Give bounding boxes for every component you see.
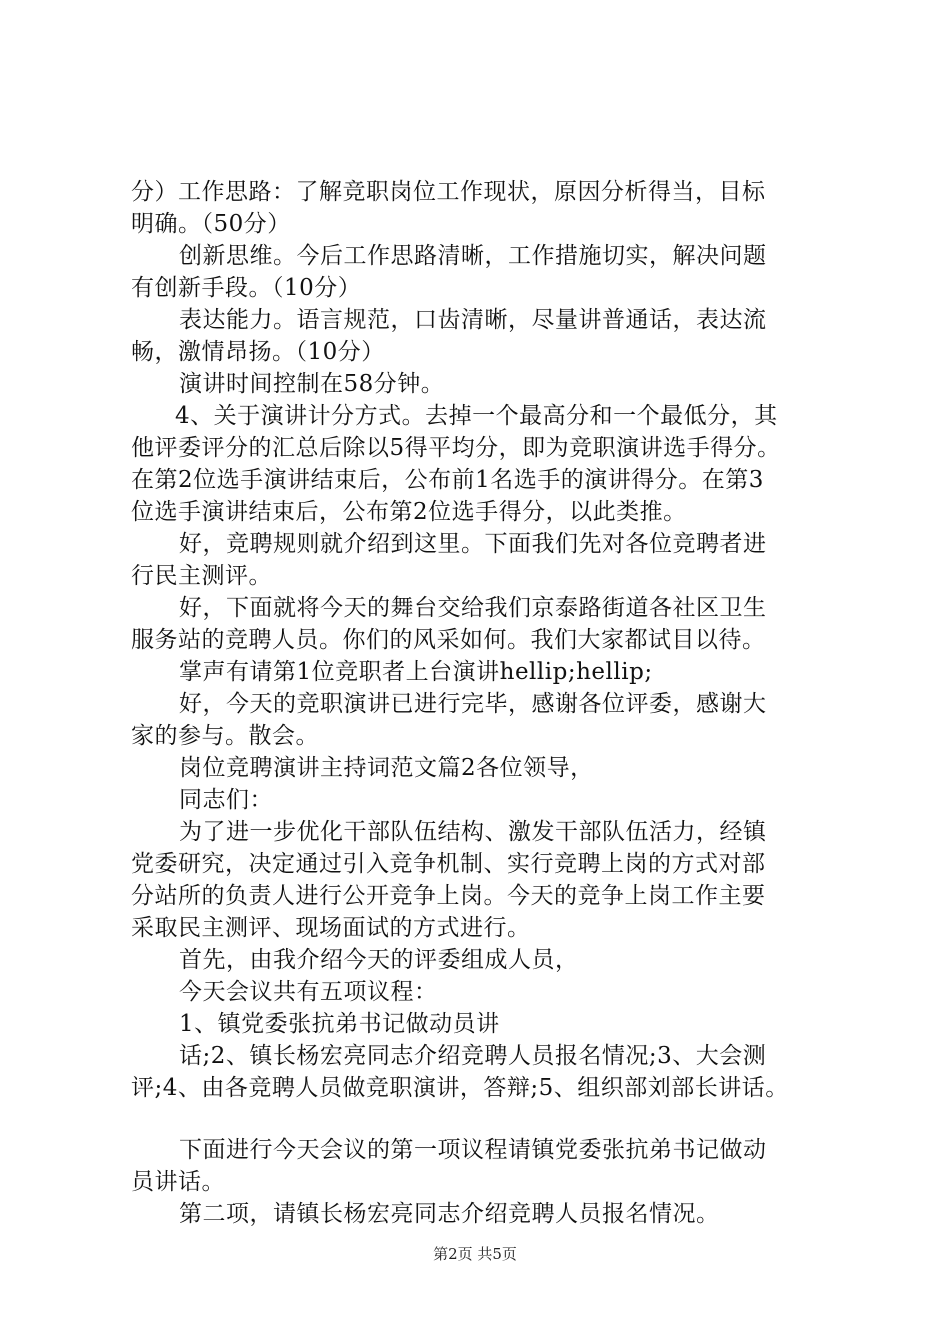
- text-line: 创新思维。今后工作思路清晰，工作措施切实，解决问题: [179, 243, 767, 269]
- text-line: 首先，由我介绍今天的评委组成人员，: [179, 947, 579, 973]
- text-line: 岗位竞聘演讲主持词范文篇2各位领导，: [179, 755, 594, 781]
- text-line: 行民主测评。: [131, 563, 272, 589]
- text-line: 评;4、由各竞聘人员做竞职演讲，答辩;5、组织部刘部长讲话。: [131, 1075, 789, 1101]
- text-line: 员讲话。: [131, 1169, 225, 1195]
- text-line: 党委研究，决定通过引入竞争机制、实行竞聘上岗的方式对部: [131, 851, 766, 877]
- text-line: 有创新手段。（10分）: [131, 275, 362, 301]
- text-line: 采取民主测评、现场面试的方式进行。: [131, 915, 531, 941]
- page-footer: 第2页 共5页: [433, 1245, 517, 1263]
- text-line: 演讲时间控制在58分钟。: [179, 371, 445, 397]
- paragraph-spacer: [131, 1104, 843, 1134]
- text-line: 明确。（50分）: [131, 211, 291, 237]
- text-line: 表达能力。语言规范，口齿清晰，尽量讲普通话，表达流: [179, 307, 767, 333]
- text-line: 今天会议共有五项议程：: [179, 979, 438, 1005]
- text-line: 在第2位选手演讲结束后，公布前1名选手的演讲得分。在第3: [131, 467, 764, 493]
- text-line: 同志们：: [179, 787, 273, 813]
- text-line: 分）工作思路：了解竞职岗位工作现状，原因分析得当，目标: [131, 179, 766, 205]
- text-line: 4、关于演讲计分方式。去掉一个最高分和一个最低分，其: [175, 403, 778, 429]
- text-line: 第二项，请镇长杨宏亮同志介绍竞聘人员报名情况。: [179, 1201, 720, 1227]
- text-line: 好，下面就将今天的舞台交给我们京泰路街道各社区卫生: [179, 595, 767, 621]
- text-line: 服务站的竞聘人员。你们的风采如何。我们大家都试目以待。: [131, 627, 766, 653]
- text-line: 他评委评分的汇总后除以5得平均分，即为竞职演讲选手得分。: [131, 435, 781, 461]
- text-line: 家的参与。散会。: [131, 723, 319, 749]
- text-line: 分站所的负责人进行公开竞争上岗。今天的竞争上岗工作主要: [131, 883, 766, 909]
- text-line: 下面进行今天会议的第一项议程请镇党委张抗弟书记做动: [179, 1137, 767, 1163]
- text-line: 话;2、镇长杨宏亮同志介绍竞聘人员报名情况;3、大会测: [179, 1043, 767, 1069]
- text-line: 畅，激情昂扬。（10分）: [131, 339, 385, 365]
- text-line: 掌声有请第1位竞职者上台演讲hellip;hellip;: [179, 659, 653, 685]
- text-line: 好，今天的竞职演讲已进行完毕，感谢各位评委，感谢大: [179, 691, 767, 717]
- text-line: 为了进一步优化干部队伍结构、激发干部队伍活力，经镇: [179, 819, 767, 845]
- document-body: [131, 176, 843, 1230]
- text-line: 位选手演讲结束后，公布第2位选手得分，以此类推。: [131, 499, 687, 525]
- text-line: 好，竞聘规则就介绍到这里。下面我们先对各位竞聘者进: [179, 531, 767, 557]
- text-line: 1、镇党委张抗弟书记做动员讲: [179, 1011, 500, 1037]
